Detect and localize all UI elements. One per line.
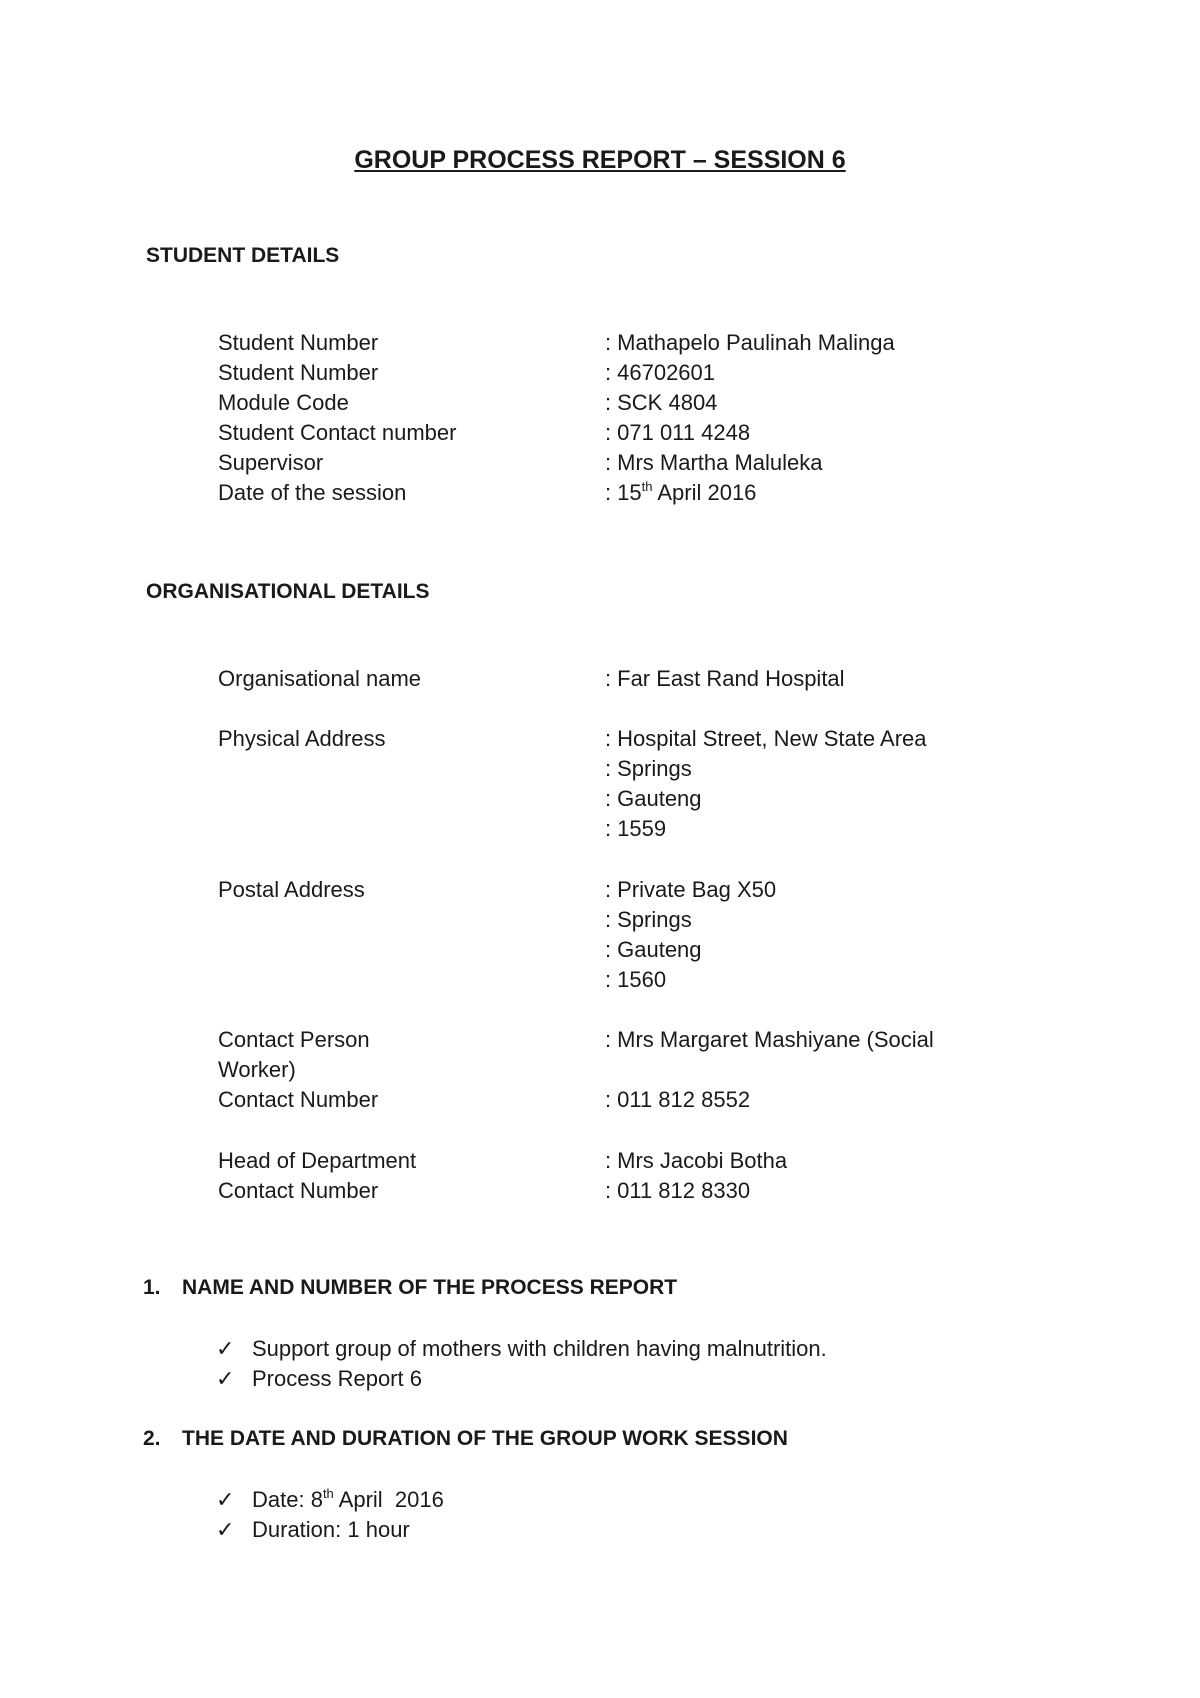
bullet-item: ✓ Date: 8th April 2016	[216, 1485, 444, 1512]
supervisor-value: : Mrs Martha Maluleka	[605, 450, 823, 475]
student-number-label: Student Number	[218, 360, 379, 385]
student-details-heading: STUDENT DETAILS	[146, 244, 340, 267]
head-of-department-value: : Mrs Jacobi Botha	[605, 1148, 788, 1173]
postal-address-label: Postal Address	[218, 877, 365, 902]
hod-contact-number-label: Contact Number	[218, 1178, 379, 1203]
contact-number-value: : 011 812 8552	[605, 1087, 751, 1112]
module-code-value: : SCK 4804	[605, 390, 718, 415]
session-date-value: : 15th April 2016	[605, 478, 757, 505]
physical-address-line: : 1559	[605, 816, 667, 841]
contact-number-label: Contact Number	[218, 1087, 379, 1112]
contact-person-label-cont: Worker)	[218, 1057, 296, 1082]
postal-address-line: : 1560	[605, 967, 667, 992]
physical-address-line: : Hospital Street, New State Area	[605, 726, 927, 751]
physical-address-label: Physical Address	[218, 726, 386, 751]
bullet-item: ✓ Process Report 6	[216, 1366, 422, 1391]
module-code-label: Module Code	[218, 390, 349, 415]
bullet-item: ✓ Support group of mothers with children having malnutrition.	[216, 1336, 827, 1361]
contact-person-value: : Mrs Margaret Mashiyane (Social	[605, 1027, 934, 1052]
checkmark-icon: ✓	[216, 1366, 235, 1391]
hod-contact-number-value: : 011 812 8330	[605, 1178, 751, 1203]
contact-person-label: Contact Person	[218, 1027, 370, 1052]
section-title: THE DATE AND DURATION OF THE GROUP WORK SESSION	[182, 1427, 788, 1450]
student-name-label: Student Number	[218, 330, 379, 355]
student-contact-value: : 071 011 4248	[605, 420, 751, 445]
student-name-value: : Mathapelo Paulinah Malinga	[605, 330, 895, 355]
checkmark-icon: ✓	[216, 1517, 235, 1542]
physical-address-line: : Springs	[605, 756, 692, 781]
head-of-department-label: Head of Department	[218, 1148, 417, 1173]
student-contact-label: Student Contact number	[218, 420, 457, 445]
org-name-label: Organisational name	[218, 666, 422, 691]
physical-address-line: : Gauteng	[605, 786, 702, 811]
org-name-value: : Far East Rand Hospital	[605, 666, 845, 691]
postal-address-line: : Springs	[605, 907, 692, 932]
student-number-value: : 46702601	[605, 360, 716, 385]
report-title: GROUP PROCESS REPORT – SESSION 6	[354, 146, 846, 174]
section-number: 2.	[143, 1427, 161, 1450]
postal-address-line: : Private Bag X50	[605, 877, 777, 902]
supervisor-label: Supervisor	[218, 450, 324, 475]
checkmark-icon: ✓	[216, 1336, 235, 1361]
bullet-item: ✓ Duration: 1 hour	[216, 1517, 410, 1542]
postal-address-line: : Gauteng	[605, 937, 702, 962]
organisational-details-heading: ORGANISATIONAL DETAILS	[146, 580, 430, 603]
session-date-label: Date of the session	[218, 480, 407, 505]
checkmark-icon: ✓	[216, 1487, 235, 1512]
section-number: 1.	[143, 1276, 161, 1299]
section-title: NAME AND NUMBER OF THE PROCESS REPORT	[182, 1276, 678, 1299]
